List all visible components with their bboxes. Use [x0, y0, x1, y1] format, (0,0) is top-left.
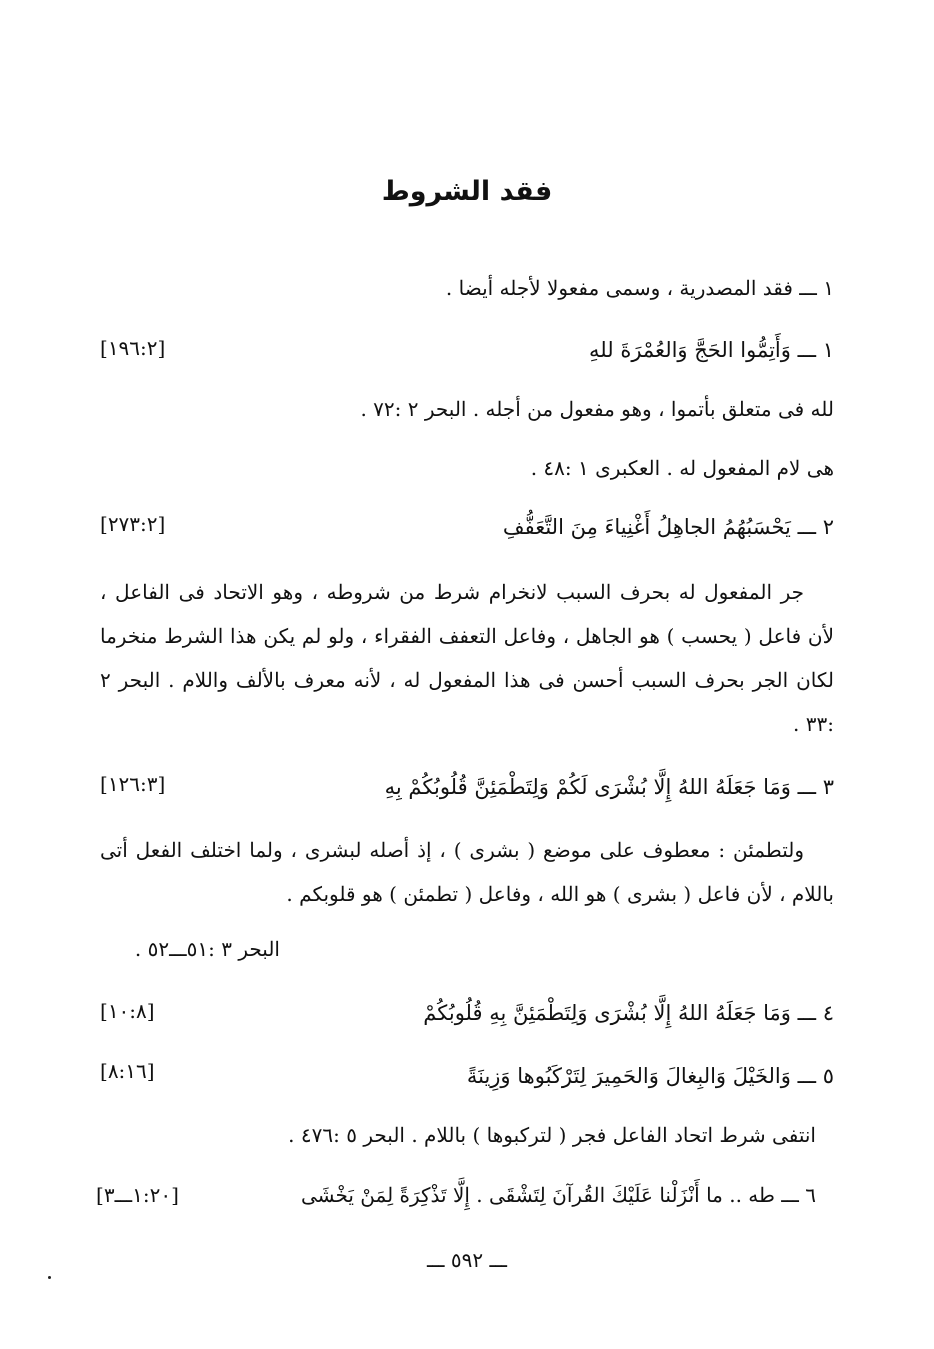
intro-line: ١ ـــ فقد المصدرية ، وسمى مفعولا لأجله أيضا . — [445, 276, 834, 300]
page-title: فقد الشروط — [381, 176, 553, 207]
verse-5-reference: [٨:١٦] — [100, 1059, 155, 1083]
paragraph-2: جر المفعول له بحرف السبب لانخرام شرط من شروطه ، وهو الاتحاد فى الفاعل ، لأن فاعل ( يحسب ) هو الجاهل ، وفاعل التعفف الفقراء ، ولو لم يكن هذا الشرط منخرما لكان الجر بحرف السبب أحسن فى هذا المفعول له ، لأنه معرف بالألف واللام . البحر ٢ :٣٣ . — [100, 580, 834, 736]
verse-3-reference: [١٢٦:٣] — [100, 772, 166, 796]
verse-5: ٥ ـــ وَالخَيْلَ وَالبِغالَ وَالحَمِيرَ لِتَرْكَبُوها وَزِينَةً — [466, 1064, 834, 1088]
verse-1: ١ ـــ وَأَتِمُّوا الحَجَّ وَالعُمْرَةَ للهِ — [589, 338, 834, 362]
verse-2: ٢ ـــ يَحْسَبُهُمُ الجاهِلُ أَغْنِياءَ مِنَ التَّعَفُّفِ — [502, 515, 834, 539]
verse-6: ٦ ـــ طه .. ما أَنْزَلْنا عَلَيْكَ القُرآنَ لِتَشْقَى . إِلَّا تَذْكِرَةً لِمَنْ يَخْشَى — [300, 1183, 816, 1207]
verse-3: ٣ ـــ وَمَا جَعَلَهُ اللهُ إِلَّا بُشْرَى لَكُمْ وَلِتَطْمَئِنَّ قُلُوبُكُمْ بِهِ — [384, 775, 834, 799]
note-1a: لله فى متعلق بأتموا ، وهو مفعول من أجله . البحر ٢ :٧٢ . — [360, 397, 834, 421]
note-5: انتفى شرط اتحاد الفاعل فجر ( لتركبوها ) باللام . البحر ٥ :٤٧٦ . — [288, 1123, 816, 1147]
verse-6-reference: [١:٢٠ـــ٣] — [96, 1183, 179, 1207]
note-1b: هى لام المفعول له . العكبرى ١ :٤٨ . — [530, 456, 834, 480]
paragraph-3: ولتطمئن : معطوف على موضع ( بشرى ) ، إذ أصله لبشرى ، ولما اختلف الفعل أتى باللام ، لأن فاعل ( بشرى ) هو الله ، وفاعل ( تطمئن ) هو قلوبكم . — [100, 838, 834, 906]
verse-1-reference: [١٩٦:٢] — [100, 336, 166, 360]
page-number: ـــ ٥٩٢ ـــ — [426, 1248, 508, 1272]
verse-4-reference: [١٠:٨] — [100, 999, 155, 1023]
verse-4: ٤ ـــ وَمَا جَعَلَهُ اللهُ إِلَّا بُشْرَى وَلِتَطْمَئِنَّ بِهِ قُلُوبُكُمْ — [423, 1001, 834, 1025]
scan-speck — [48, 1276, 51, 1279]
source-3: البحر ٣ :٥١ـــ٥٢ . — [134, 937, 280, 961]
verse-2-reference: [٢٧٣:٢] — [100, 512, 166, 536]
